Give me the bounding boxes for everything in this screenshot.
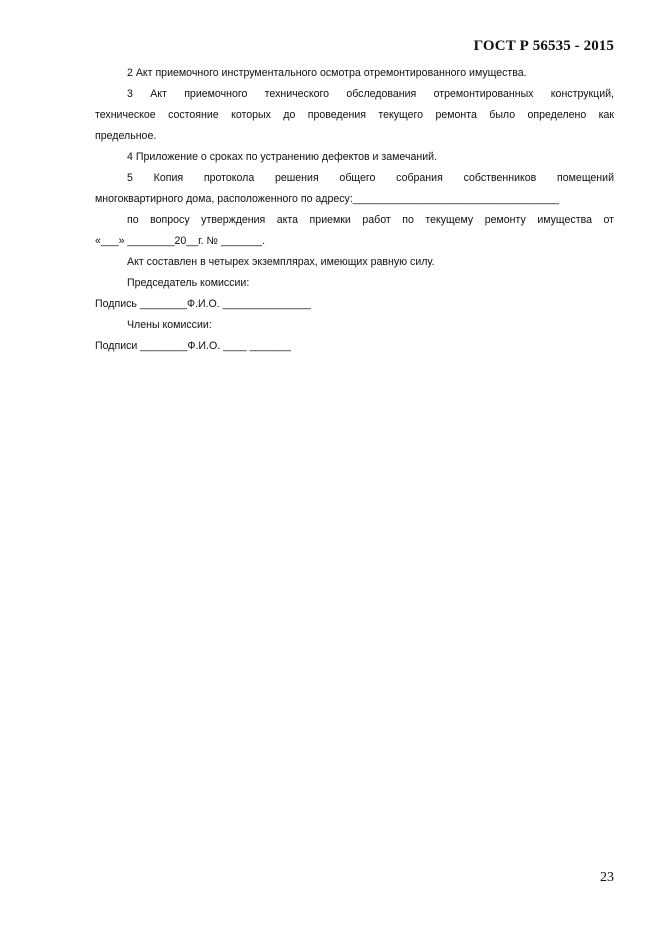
page-number: 23: [600, 870, 614, 885]
paragraph-copies: Акт составлен в четырех экземплярах, имеющих равную силу.: [127, 256, 435, 268]
paragraph-item-2: 2 Акт приемочного инструментального осмотра отремонтированного имущества.: [127, 67, 527, 79]
paragraph-item-5-line-2: многоквартирного дома, расположенного по адресу:___________________________________: [95, 193, 560, 205]
chairman-title: Председатель комиссии:: [127, 277, 250, 289]
document-standard-header: ГОСТ Р 56535 - 2015: [473, 38, 614, 54]
paragraph-item-3-line-2: техническое состояние которых до проведения текущего ремонта было определено как: [95, 109, 614, 121]
chairman-signature-line: Подпись ________Ф.И.О. _______________: [95, 298, 312, 310]
paragraph-item-5-line-1: 5 Копия протокола решения общего собрания собственников помещений: [127, 172, 614, 184]
members-title: Члены комиссии:: [127, 319, 212, 331]
document-body: [95, 63, 614, 357]
paragraph-item-5-line-3: по вопросу утверждения акта приемки работ по текущему ремонту имущества от: [127, 214, 614, 226]
members-signature-line: Подписи ________Ф.И.О. ____ _______: [95, 340, 291, 352]
paragraph-item-3-line-3: предельное.: [95, 130, 157, 142]
paragraph-item-4: 4 Приложение о сроках по устранению дефектов и замечаний.: [127, 151, 438, 163]
paragraph-item-5-line-4: «___» ________20__г. № _______.: [95, 235, 266, 247]
paragraph-item-3-line-1: 3 Акт приемочного технического обследования отремонтированных конструкций,: [127, 88, 614, 100]
